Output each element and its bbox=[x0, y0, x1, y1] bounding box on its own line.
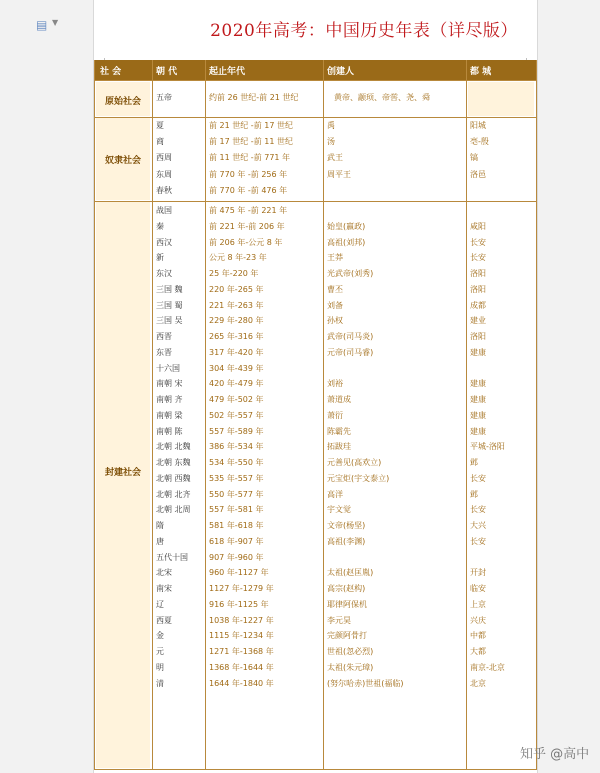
table-row bbox=[94, 503, 537, 519]
dates-cell: 557 年-589 年 bbox=[209, 426, 264, 436]
capital-cell: 邺 bbox=[470, 489, 478, 499]
chevron-down-icon[interactable]: ▼ bbox=[52, 18, 59, 27]
dynasty-cell: 新 bbox=[156, 253, 164, 263]
dynasty-cell: 北朝 西魏 bbox=[156, 473, 191, 483]
dynasty-cell: 北朝 北周 bbox=[156, 505, 191, 515]
capital-cell: 建康 bbox=[470, 426, 486, 436]
table-row bbox=[94, 629, 537, 645]
dates-cell: 前 475 年 -前 221 年 bbox=[209, 206, 288, 215]
table-row bbox=[94, 346, 537, 362]
dynasty-cell: 南朝 齐 bbox=[156, 395, 183, 404]
table-row bbox=[94, 251, 537, 267]
dates-cell: 557 年-581 年 bbox=[209, 505, 264, 515]
capital-cell: 长安 bbox=[470, 253, 486, 263]
capital-cell: 南京-北京 bbox=[470, 662, 505, 672]
capital-cell: 阳城 bbox=[470, 121, 486, 130]
dates-cell: 317 年-420 年 bbox=[209, 347, 264, 357]
dynasty-cell: 北朝 东魏 bbox=[156, 458, 191, 467]
table-header bbox=[94, 60, 537, 80]
dynasty-cell: 三国 魏 bbox=[156, 284, 183, 294]
dates-cell: 前 770 年 -前 256 年 bbox=[209, 169, 288, 179]
capital-cell: 洛阳 bbox=[470, 284, 486, 294]
dynasty-cell: 商 bbox=[156, 137, 164, 147]
page-title: 2020年高考：中国历史年表（详尽版） bbox=[210, 21, 518, 41]
capital-cell: 临安 bbox=[470, 584, 486, 593]
founder-cell: 武王 bbox=[327, 153, 343, 163]
header-dates: 起止年代 bbox=[209, 67, 246, 77]
dates-cell: 550 年-577 年 bbox=[209, 489, 264, 499]
founder-cell: (努尔哈赤)世祖(福临) bbox=[327, 678, 404, 688]
dates-cell: 公元 8 年-23 年 bbox=[209, 253, 267, 263]
grid-line bbox=[94, 769, 537, 770]
dates-cell: 581 年-618 年 bbox=[209, 521, 264, 530]
dates-cell: 420 年-479 年 bbox=[209, 379, 264, 389]
dynasty-cell: 三国 蜀 bbox=[156, 300, 183, 310]
header-society: 社 会 bbox=[100, 67, 122, 77]
dynasty-cell: 东周 bbox=[156, 169, 172, 179]
capital-cell: 平城-洛阳 bbox=[470, 442, 505, 452]
dates-cell: 1644 年-1840 年 bbox=[209, 678, 274, 688]
founder-cell: 周平王 bbox=[327, 169, 351, 179]
dates-cell: 前 221 年-前 206 年 bbox=[209, 221, 285, 231]
dates-cell: 1271 年-1368 年 bbox=[209, 647, 274, 656]
header-dynasty: 朝 代 bbox=[156, 67, 178, 77]
capital-cell: 建康 bbox=[470, 410, 486, 420]
capital-cell: 大都 bbox=[470, 647, 486, 656]
table-row bbox=[94, 519, 537, 535]
founder-cell: 陈霸先 bbox=[327, 426, 351, 436]
table-row bbox=[94, 535, 537, 551]
dates-cell: 479 年-502 年 bbox=[209, 395, 264, 404]
table-row bbox=[94, 330, 537, 346]
table-row bbox=[94, 456, 537, 472]
dates-cell: 535 年-557 年 bbox=[209, 473, 264, 483]
dynasty-cell: 三国 吴 bbox=[156, 316, 183, 326]
grid-line bbox=[94, 201, 537, 202]
capital-cell: 开封 bbox=[470, 568, 486, 578]
dynasty-cell: 西周 bbox=[156, 153, 172, 163]
dates-cell: 1127 年-1279 年 bbox=[209, 584, 274, 593]
dates-cell: 前 206 年-公元 8 年 bbox=[209, 237, 283, 247]
document-icon[interactable]: ▤ bbox=[36, 18, 48, 32]
dynasty-cell: 西夏 bbox=[156, 615, 172, 625]
dates-cell: 前 17 世纪 -前 11 世纪 bbox=[209, 137, 293, 147]
founder-cell: 世祖(忽必烈) bbox=[327, 647, 374, 656]
table-row bbox=[94, 440, 537, 456]
table-row bbox=[94, 236, 537, 252]
dates-cell: 25 年-220 年 bbox=[209, 269, 259, 278]
founder-cell: 高宗(赵构) bbox=[327, 584, 366, 593]
dynasty-cell: 西汉 bbox=[156, 237, 172, 247]
dynasty-cell: 明 bbox=[156, 662, 164, 672]
capital-cell: 兴庆 bbox=[470, 615, 486, 625]
founder-cell: 始皇(嬴政) bbox=[327, 221, 366, 231]
table-row bbox=[94, 283, 537, 299]
dynasty-cell: 唐 bbox=[156, 536, 164, 546]
dynasty-cell: 秦 bbox=[156, 221, 164, 231]
founder-cell: 高洋 bbox=[327, 489, 343, 499]
dates-cell: 304 年-439 年 bbox=[209, 363, 264, 373]
dynasty-cell: 南朝 梁 bbox=[156, 410, 183, 420]
founder-cell: 曹丕 bbox=[327, 284, 343, 294]
era-label-slave: 奴隶社会 bbox=[104, 156, 141, 166]
table-row bbox=[94, 472, 537, 488]
dynasty-cell: 五代十国 bbox=[156, 552, 188, 562]
capital-cell: 亳-殷 bbox=[470, 137, 489, 147]
dates-cell: 534 年-550 年 bbox=[209, 458, 264, 467]
document-page bbox=[93, 0, 538, 773]
dynasty-cell: 辽 bbox=[156, 599, 164, 609]
dynasty-cell: 夏 bbox=[156, 121, 164, 130]
capital-cell: 洛邑 bbox=[470, 169, 486, 179]
table-row bbox=[94, 661, 537, 677]
header-capital: 都 城 bbox=[470, 67, 492, 77]
dates-cell: 1368 年-1644 年 bbox=[209, 662, 274, 672]
dates-cell: 907 年-960 年 bbox=[209, 552, 264, 562]
table-row bbox=[94, 425, 537, 441]
founder-cell: 拓跋珪 bbox=[327, 442, 351, 452]
capital-cell: 洛阳 bbox=[470, 269, 486, 278]
table-row bbox=[94, 204, 537, 220]
founder-cell: 元帝(司马睿) bbox=[327, 347, 374, 357]
capital-cell: 咸阳 bbox=[470, 221, 486, 231]
capital-cell: 上京 bbox=[470, 599, 486, 609]
table-row bbox=[94, 598, 537, 614]
capital-cell: 北京 bbox=[470, 678, 486, 688]
founder-cell: 太祖(赵匡胤) bbox=[327, 568, 374, 578]
dynasty-cell: 南朝 宋 bbox=[156, 379, 183, 389]
founder-cell: 元善见(高欢立) bbox=[327, 458, 382, 467]
dates-cell: 1038 年-1227 年 bbox=[209, 615, 274, 625]
founder-cell: 禹 bbox=[327, 121, 335, 130]
founder-cell: 完颜阿骨打 bbox=[327, 631, 367, 641]
founder-cell: 刘裕 bbox=[327, 379, 343, 389]
table-row bbox=[94, 184, 537, 200]
dynasty-cell: 南朝 陈 bbox=[156, 426, 183, 436]
table-row bbox=[94, 299, 537, 315]
capital-cell: 洛阳 bbox=[470, 332, 486, 341]
table-row bbox=[94, 409, 537, 425]
dates-cell: 前 21 世纪 -前 17 世纪 bbox=[209, 121, 293, 130]
table-row bbox=[94, 488, 537, 504]
dynasty-cell: 南宋 bbox=[156, 584, 172, 593]
founder-cell: 黄帝、颛顼、帝喾、尧、舜 bbox=[334, 93, 430, 102]
dynasty-cell: 北朝 北齐 bbox=[156, 489, 191, 499]
capital-cell: 建康 bbox=[470, 347, 486, 357]
founder-cell: 太祖(朱元璋) bbox=[327, 662, 374, 672]
founder-cell: 高祖(刘邦) bbox=[327, 237, 366, 247]
table-row bbox=[94, 84, 537, 100]
founder-cell: 孙权 bbox=[327, 316, 343, 326]
founder-cell: 元宝炬(宇文泰立) bbox=[327, 473, 390, 483]
table-row bbox=[94, 314, 537, 330]
founder-cell: 萧道成 bbox=[327, 395, 351, 404]
dynasty-cell: 金 bbox=[156, 631, 164, 641]
founder-cell: 高祖(李渊) bbox=[327, 536, 366, 546]
dynasty-cell: 东汉 bbox=[156, 269, 172, 278]
dates-cell: 约前 26 世纪-前 21 世纪 bbox=[209, 93, 299, 102]
capital-cell: 镐 bbox=[470, 153, 478, 163]
grid-line bbox=[94, 80, 537, 81]
dynasty-cell: 春秋 bbox=[156, 185, 172, 195]
dynasty-cell: 西晋 bbox=[156, 332, 172, 341]
founder-cell: 武帝(司马炎) bbox=[327, 332, 374, 341]
capital-cell: 长安 bbox=[470, 536, 486, 546]
capital-cell: 大兴 bbox=[470, 521, 486, 530]
capital-cell: 建业 bbox=[470, 316, 486, 326]
dates-cell: 502 年-557 年 bbox=[209, 410, 264, 420]
dates-cell: 618 年-907 年 bbox=[209, 536, 264, 546]
table-row bbox=[94, 362, 537, 378]
table-row bbox=[94, 267, 537, 283]
table-row bbox=[94, 393, 537, 409]
dynasty-cell: 战国 bbox=[156, 206, 172, 215]
dynasty-cell: 清 bbox=[156, 678, 164, 688]
founder-cell: 汤 bbox=[327, 137, 335, 147]
era-label-feudal: 封建社会 bbox=[104, 468, 141, 478]
dates-cell: 386 年-534 年 bbox=[209, 442, 264, 452]
grid-line bbox=[94, 117, 537, 118]
dates-cell: 960 年-1127 年 bbox=[209, 568, 269, 578]
dynasty-cell: 北朝 北魏 bbox=[156, 442, 191, 452]
dates-cell: 前 770 年 -前 476 年 bbox=[209, 185, 288, 195]
founder-cell: 宇文觉 bbox=[327, 505, 351, 515]
table-row bbox=[94, 566, 537, 582]
dynasty-cell: 东晋 bbox=[156, 347, 172, 357]
founder-cell: 王莽 bbox=[327, 253, 343, 263]
founder-cell: 文帝(杨坚) bbox=[327, 521, 366, 530]
dynasty-cell: 元 bbox=[156, 647, 164, 656]
table-row bbox=[94, 119, 537, 135]
founder-cell: 耶律阿保机 bbox=[327, 599, 367, 609]
founder-cell: 萧衍 bbox=[327, 410, 343, 420]
table-row bbox=[94, 220, 537, 236]
header-founder: 创建人 bbox=[327, 67, 355, 77]
table-row bbox=[94, 135, 537, 151]
table-row bbox=[94, 168, 537, 184]
table-row bbox=[94, 677, 537, 693]
table-row bbox=[94, 151, 537, 167]
capital-cell: 邺 bbox=[470, 458, 478, 467]
era-label-primitive: 原始社会 bbox=[104, 97, 141, 107]
founder-cell: 刘备 bbox=[327, 300, 343, 310]
dates-cell: 916 年-1125 年 bbox=[209, 599, 269, 609]
capital-cell: 长安 bbox=[470, 473, 486, 483]
founder-cell: 光武帝(刘秀) bbox=[327, 269, 374, 278]
dynasty-cell: 北宋 bbox=[156, 568, 172, 578]
table-row bbox=[94, 551, 537, 567]
dynasty-cell: 五帝 bbox=[156, 93, 172, 102]
founder-cell: 李元昊 bbox=[327, 615, 351, 625]
table-row bbox=[94, 377, 537, 393]
dates-cell: 265 年-316 年 bbox=[209, 332, 264, 341]
capital-cell: 中都 bbox=[470, 631, 486, 641]
watermark: 知乎 @高中 bbox=[520, 747, 590, 762]
capital-cell: 建康 bbox=[470, 395, 486, 404]
dates-cell: 220 年-265 年 bbox=[209, 284, 264, 294]
table-row bbox=[94, 614, 537, 630]
dates-cell: 前 11 世纪 -前 771 年 bbox=[209, 153, 291, 163]
dynasty-cell: 隋 bbox=[156, 521, 164, 530]
capital-cell: 建康 bbox=[470, 379, 486, 389]
capital-cell: 成都 bbox=[470, 300, 486, 310]
dates-cell: 221 年-263 年 bbox=[209, 300, 264, 310]
table-row bbox=[94, 582, 537, 598]
dates-cell: 1115 年-1234 年 bbox=[209, 631, 274, 641]
dates-cell: 229 年-280 年 bbox=[209, 316, 264, 326]
capital-cell: 长安 bbox=[470, 505, 486, 515]
dynasty-cell: 十六国 bbox=[156, 363, 180, 373]
capital-cell: 长安 bbox=[470, 237, 486, 247]
table-row bbox=[94, 645, 537, 661]
